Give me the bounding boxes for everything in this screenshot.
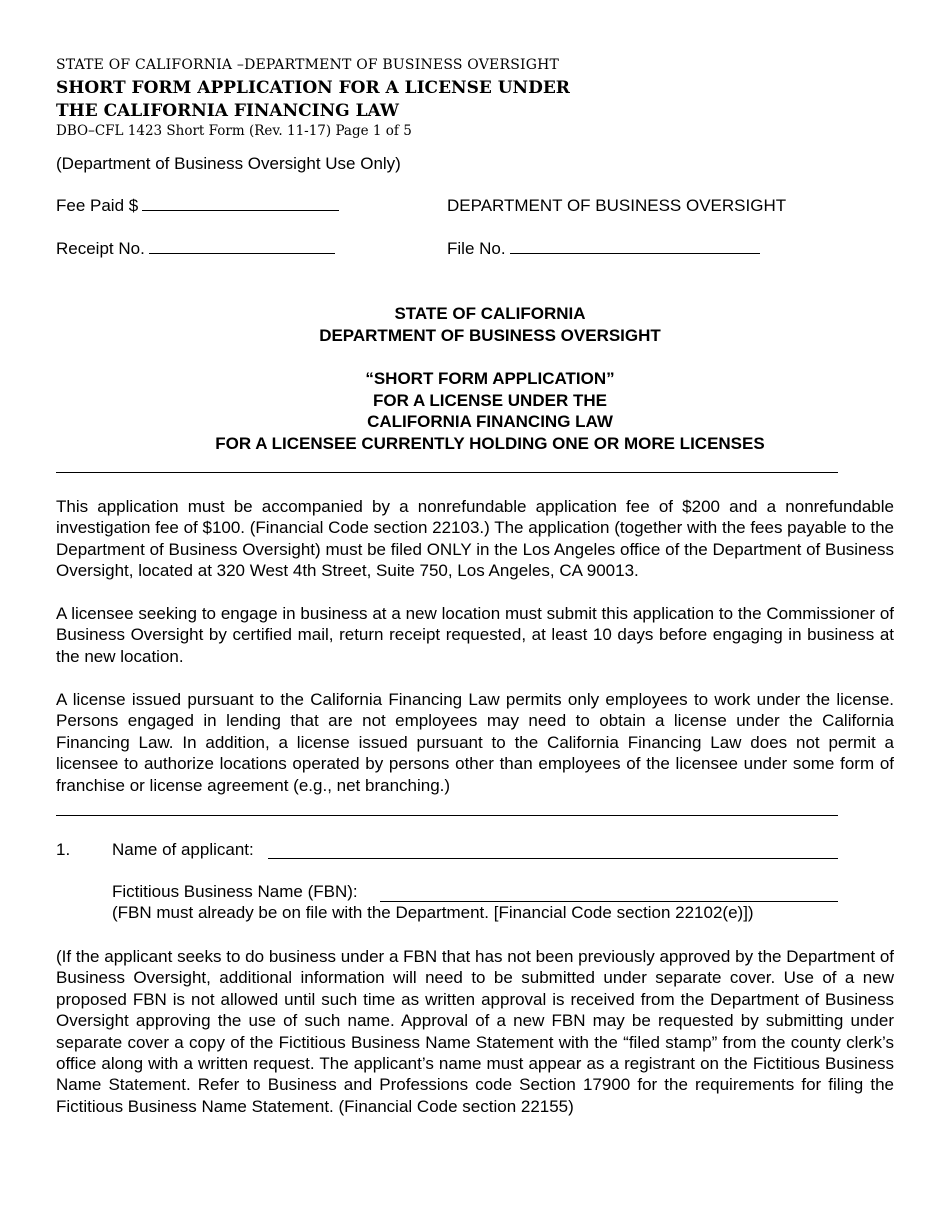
heading-state: STATE OF CALIFORNIA [394, 304, 586, 323]
office-use-label: (Department of Business Oversight Use Only) [56, 154, 401, 173]
fee-paid-field [56, 196, 339, 216]
form-title-line-1: SHORT FORM APPLICATION FOR A LICENSE UNDER [56, 78, 570, 98]
divider-middle [56, 815, 838, 816]
form-number: DBO–CFL 1423 Short Form (Rev. 11-17) Page 1 of 5 [56, 123, 412, 139]
department-label: DEPARTMENT OF BUSINESS OVERSIGHT [447, 196, 787, 215]
receipt-field [56, 239, 335, 259]
receipt-label: Receipt No. [56, 239, 145, 258]
heading-short-form: “SHORT FORM APPLICATION” [365, 369, 615, 388]
heading-department: DEPARTMENT OF BUSINESS OVERSIGHT [319, 325, 661, 345]
receipt-blank[interactable] [149, 239, 335, 254]
agency-line: STATE OF CALIFORNIA –DEPARTMENT OF BUSINESS OVERSIGHT [56, 57, 560, 73]
applicant-name-input-line[interactable] [268, 858, 838, 859]
fee-paid-blank[interactable] [142, 196, 339, 211]
fbn-input-line[interactable] [380, 901, 838, 902]
file-label: File No. [447, 239, 506, 258]
applicant-name-label: Name of applicant: [112, 840, 254, 859]
center-heading-agency [40, 303, 940, 346]
paragraph-fbn-instructions: (If the applicant seeks to do business under a FBN that has not been previously approved by the Department of Business Oversight, additional information will need to be submitted under separate cover. Use of a new proposed FBN is not allowed until such time as written approval is received from the Department of Business Oversight approving the use of such name. Approval of a new FBN may be requested by submitting under separate cover a copy of the Fictitious Business Name Statement with the “filed stamp” from the county clerk’s office along with a written request. The applicant’s name must appear as a registrant on the Fictitious Business Name Statement. Refer to Business and Professions code Section 17900 for the requirements for filing the Fictitious Business Name Statement. (Financial Code section 22155) [56, 947, 894, 1116]
file-field [447, 239, 760, 259]
center-heading-title [40, 368, 940, 454]
paragraph-fees: This application must be accompanied by a nonrefundable application fee of $200 and a nonrefundable investigation fee of $100. (Financial Code section 22103.) The application (together with the fees payable to the Department of Business Oversight) must be filed ONLY in the Los Angeles office of the Department of Business Oversight, located at 320 West 4th Street, Suite 750, Los Angeles, CA 90013. [56, 497, 894, 581]
divider-top [56, 472, 838, 473]
fbn-label: Fictitious Business Name (FBN): [112, 882, 358, 901]
heading-license: FOR A LICENSE UNDER THE [373, 390, 607, 410]
form-title-line-2: THE CALIFORNIA FINANCING LAW [56, 101, 399, 121]
heading-licensee: FOR A LICENSEE CURRENTLY HOLDING ONE OR MORE LICENSES [215, 433, 765, 453]
fbn-note: (FBN must already be on file with the Department. [Financial Code section 22102(e)]) [112, 903, 754, 922]
paragraph-employees: A license issued pursuant to the California Financing Law permits only employees to work under the license. Persons engaged in lending that are not employees may need to obtain a license under the California Financing Law. In addition, a license issued pursuant to the California Financing Law does not permit a licensee to authorize locations operated by persons other than employees of the licensee under some form of franchise or license agreement (e.g., net branching.) [56, 690, 894, 795]
heading-cfl: CALIFORNIA FINANCING LAW [367, 412, 613, 431]
file-blank[interactable] [510, 239, 760, 254]
paragraph-new-location: A licensee seeking to engage in business at a new location must submit this application to the Commissioner of Business Oversight by certified mail, return receipt requested, at least 10 days before engaging in business at the new location. [56, 604, 894, 666]
fee-paid-label: Fee Paid $ [56, 196, 139, 215]
item-1-number: 1. [56, 840, 71, 859]
